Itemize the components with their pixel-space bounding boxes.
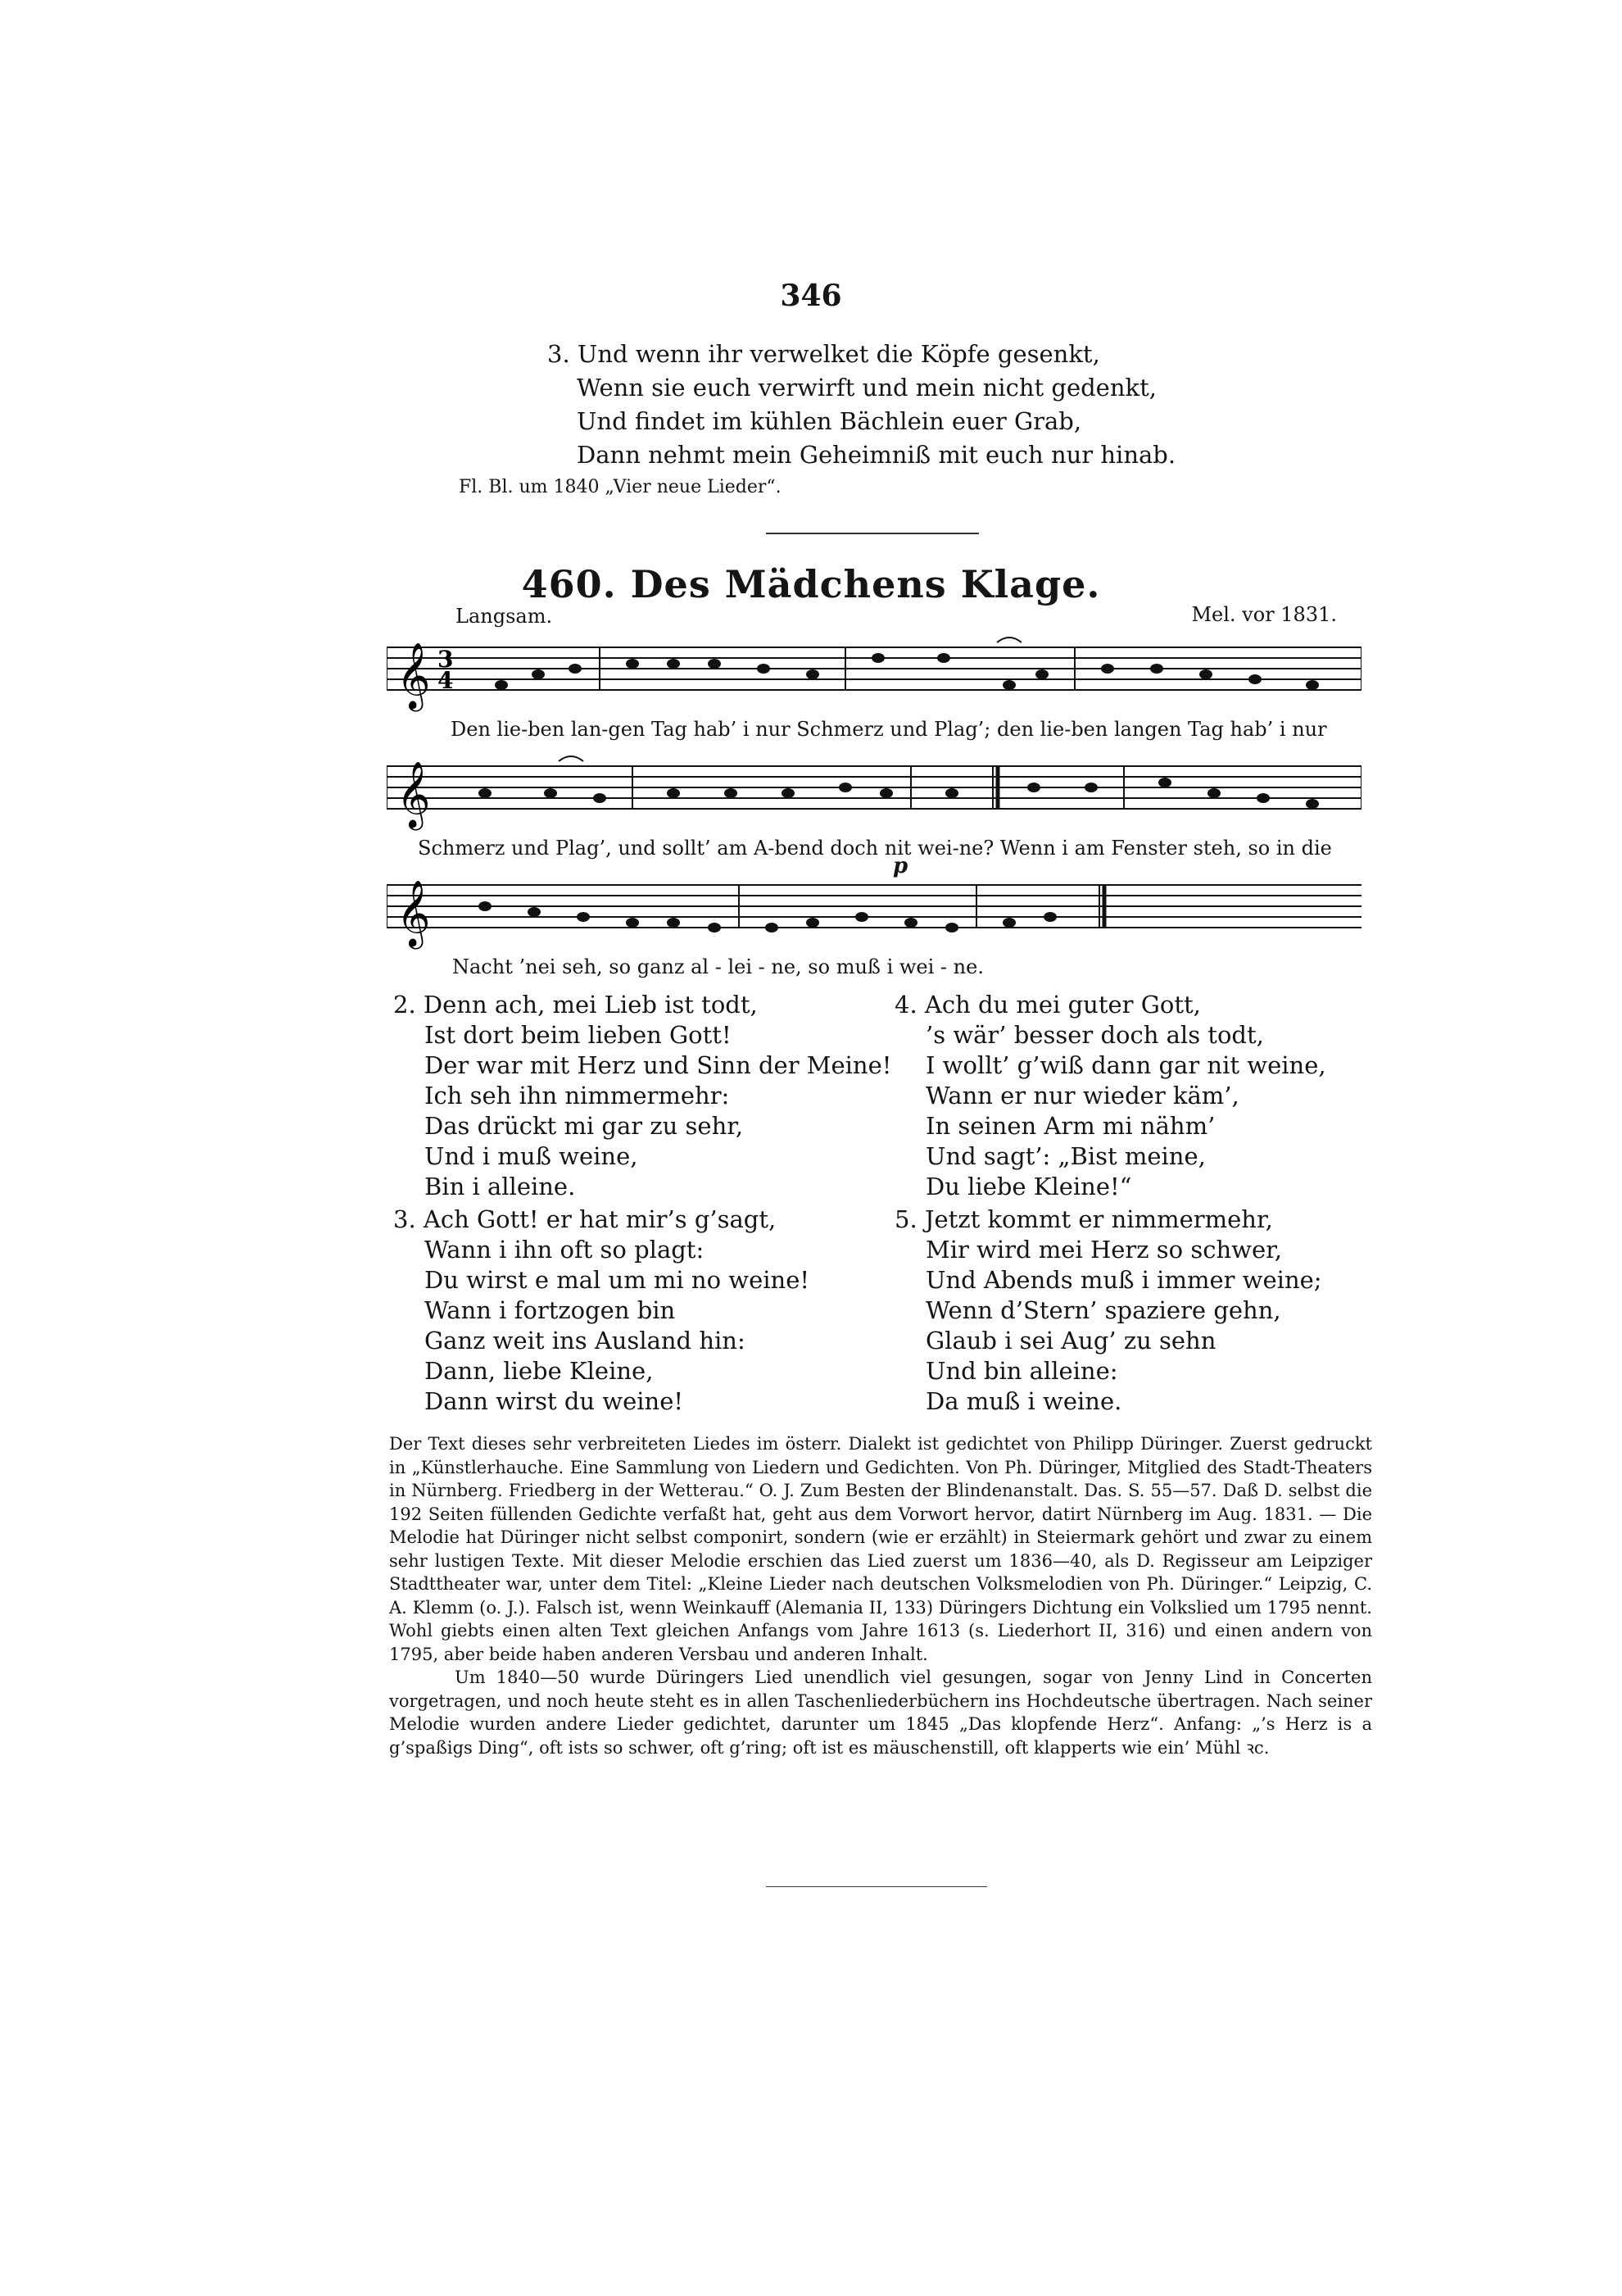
svg-text:3: 3 <box>437 646 454 673</box>
stanza-line: Und findet im kühlen Bächlein euer Grab, <box>577 407 1082 435</box>
verse-number: 4. <box>895 991 917 1019</box>
svg-text:𝄞: 𝄞 <box>396 642 431 709</box>
verse-line: Du liebe Kleine!“ <box>926 1173 1132 1200</box>
lyric-line: Schmerz und Plag’, und sollt’ am A-bend doch nit wei-ne? Wenn i am Fenster steh, so in die <box>418 837 1332 860</box>
verse-line: Du wirst e mal um mi no weine! <box>424 1266 810 1294</box>
verse-3 <box>393 1205 809 1417</box>
verse-line: Und bin alleine: <box>926 1357 1118 1385</box>
stanza-line: Dann nehmt mein Geheimniß mit euch nur hinab. <box>577 441 1176 469</box>
svg-text:𝄞: 𝄞 <box>396 879 431 946</box>
stanza-number: 3. <box>547 340 570 368</box>
song-number: 460. <box>521 562 617 606</box>
verse-line: Bin i alleine. <box>424 1173 576 1200</box>
verse-line: Dann, liebe Kleine, <box>424 1357 654 1385</box>
song-heading <box>0 562 1622 606</box>
verse-line: Jetzt kommt er nimmermehr, <box>924 1205 1273 1233</box>
dynamic-mark: p <box>893 854 908 878</box>
verse-line: Und sagt’: „Bist meine, <box>926 1142 1206 1170</box>
svg-text:𝄞: 𝄞 <box>396 760 431 828</box>
verse-line: Da muß i weine. <box>926 1387 1122 1415</box>
previous-stanza <box>547 338 1176 472</box>
verse-line: Wann i ihn oft so plagt: <box>424 1236 705 1264</box>
verse-line: I wollt’ g’wiß dann gar nit weine, <box>926 1051 1326 1079</box>
stanza-line: Und wenn ihr verwelket die Köpfe gesenkt, <box>577 340 1100 368</box>
verse-4 <box>895 990 1326 1202</box>
verse-line: Und Abends muß i immer weine; <box>926 1266 1322 1294</box>
verse-line: Wenn d’Stern’ spaziere gehn, <box>926 1296 1281 1324</box>
stanza-line: Wenn sie euch verwirft und mein nicht gedenkt, <box>577 374 1157 402</box>
verse-line: Denn ach, mei Lieb ist todt, <box>423 991 758 1019</box>
svg-text:4: 4 <box>437 667 454 694</box>
verse-5 <box>895 1205 1322 1417</box>
verse-line: Ich seh ihn nimmermehr: <box>424 1082 730 1109</box>
section-divider <box>766 533 979 534</box>
tempo-marking: Langsam. <box>455 605 553 628</box>
page-number: 346 <box>780 279 842 313</box>
verse-line: Wann er nur wieder käm’, <box>926 1082 1239 1109</box>
verse-line: Dann wirst du weine! <box>424 1387 684 1415</box>
commentary <box>389 1432 1372 1759</box>
verse-number: 5. <box>895 1205 917 1233</box>
verse-number: 2. <box>393 991 416 1019</box>
verse-line: Ganz weit ins Ausland hin: <box>424 1327 745 1354</box>
lyric-line: Den lie-ben lan-gen Tag hab’ i nur Schmerz und Plag’; den lie-ben langen Tag hab’ i nur <box>451 718 1327 741</box>
music-staff-2 <box>387 750 1361 832</box>
source-note: Fl. Bl. um 1840 „Vier neue Lieder“. <box>459 477 782 497</box>
verse-line: Ach Gott! er hat mir’s g’sagt, <box>423 1205 777 1233</box>
end-divider <box>766 1886 987 1887</box>
melody-note: Mel. vor 1831. <box>1191 603 1337 626</box>
lyric-line: Nacht ’nei seh, so ganz al - lei - ne, so muß i wei - ne. <box>452 955 984 978</box>
verse-line: ’s wär’ besser doch als todt, <box>926 1021 1264 1049</box>
verse-line: Mir wird mei Herz so schwer, <box>926 1236 1282 1264</box>
verse-line: Und i muß weine, <box>424 1142 638 1170</box>
commentary-paragraph: Um 1840—50 wurde Düringers Lied unendlich viel gesungen, sogar von Jenny Lind in Concerten vorgetragen, und noch heute steht es in allen Taschenliederbüchern ins Hochdeutsche übertragen. Nach seiner Melodie wurden andere Lieder gedichtet, darunter um 1845 „Das klopfende Herz“. Anfang: „’s Herz is a g’spaßigs Ding“, oft ists so schwer, oft g’ring; oft ist es mäuschenstill, oft klapperts wie ein’ Mühl ꝛc. <box>389 1668 1372 1758</box>
verse-line: Der war mit Herz und Sinn der Meine! <box>424 1051 892 1079</box>
music-staff-3 <box>387 869 1361 951</box>
verse-line: Ach du mei guter Gott, <box>924 991 1201 1019</box>
music-staff-1 <box>387 631 1361 713</box>
verse-line: In seinen Arm mi nähm’ <box>926 1112 1216 1140</box>
verse-number: 3. <box>393 1205 416 1233</box>
verse-2 <box>393 990 891 1202</box>
verse-line: Wann i fortzogen bin <box>424 1296 676 1324</box>
verse-line: Glaub i sei Aug’ zu sehn <box>926 1327 1216 1354</box>
commentary-paragraph: Der Text dieses sehr verbreiteten Liedes im österr. Dialekt ist gedichtet von Philipp Düringer. Zuerst gedruckt in „Künstlerhauche. Eine Sammlung von Liedern und Gedichten. Von Ph. Düringer, Mitglied des Stadt-Theaters in Nürnberg. Friedberg in der Wetterau.“ O. J. Zum Besten der Blindenanstalt. Das. S. 55—57. Daß D. selbst die 192 Seiten füllenden Gedichte verfaßt hat, geht aus dem Vorwort hervor, datirt Nürnberg im Aug. 1831. — Die Melodie hat Düringer nicht selbst componirt, sondern (wie er erzählt) in Steiermark gehört und zwar zu einem sehr lustigen Texte. Mit dieser Melodie erschien das Lied zuerst um 1836—40, als D. Regisseur am Leipziger Stadttheater war, unter dem Titel: „Kleine Lieder nach deutschen Volksmelodien von Ph. Düringer.“ Leipzig, C. A. Klemm (o. J.). Falsch ist, wenn Weinkauff (Alemania II, 133) Düringers Dichtung ein Volkslied um 1795 nennt. Wohl giebts einen alten Text gleichen Anfangs vom Jahre 1613 (s. Liederhort II, 316) und einen andern von 1795, aber beide haben anderen Versbau und anderen Inhalt. <box>389 1434 1372 1664</box>
verse-line: Das drückt mi gar zu sehr, <box>424 1112 744 1140</box>
song-title: Des Mädchens Klage. <box>630 562 1101 606</box>
verse-line: Ist dort beim lieben Gott! <box>424 1021 732 1049</box>
